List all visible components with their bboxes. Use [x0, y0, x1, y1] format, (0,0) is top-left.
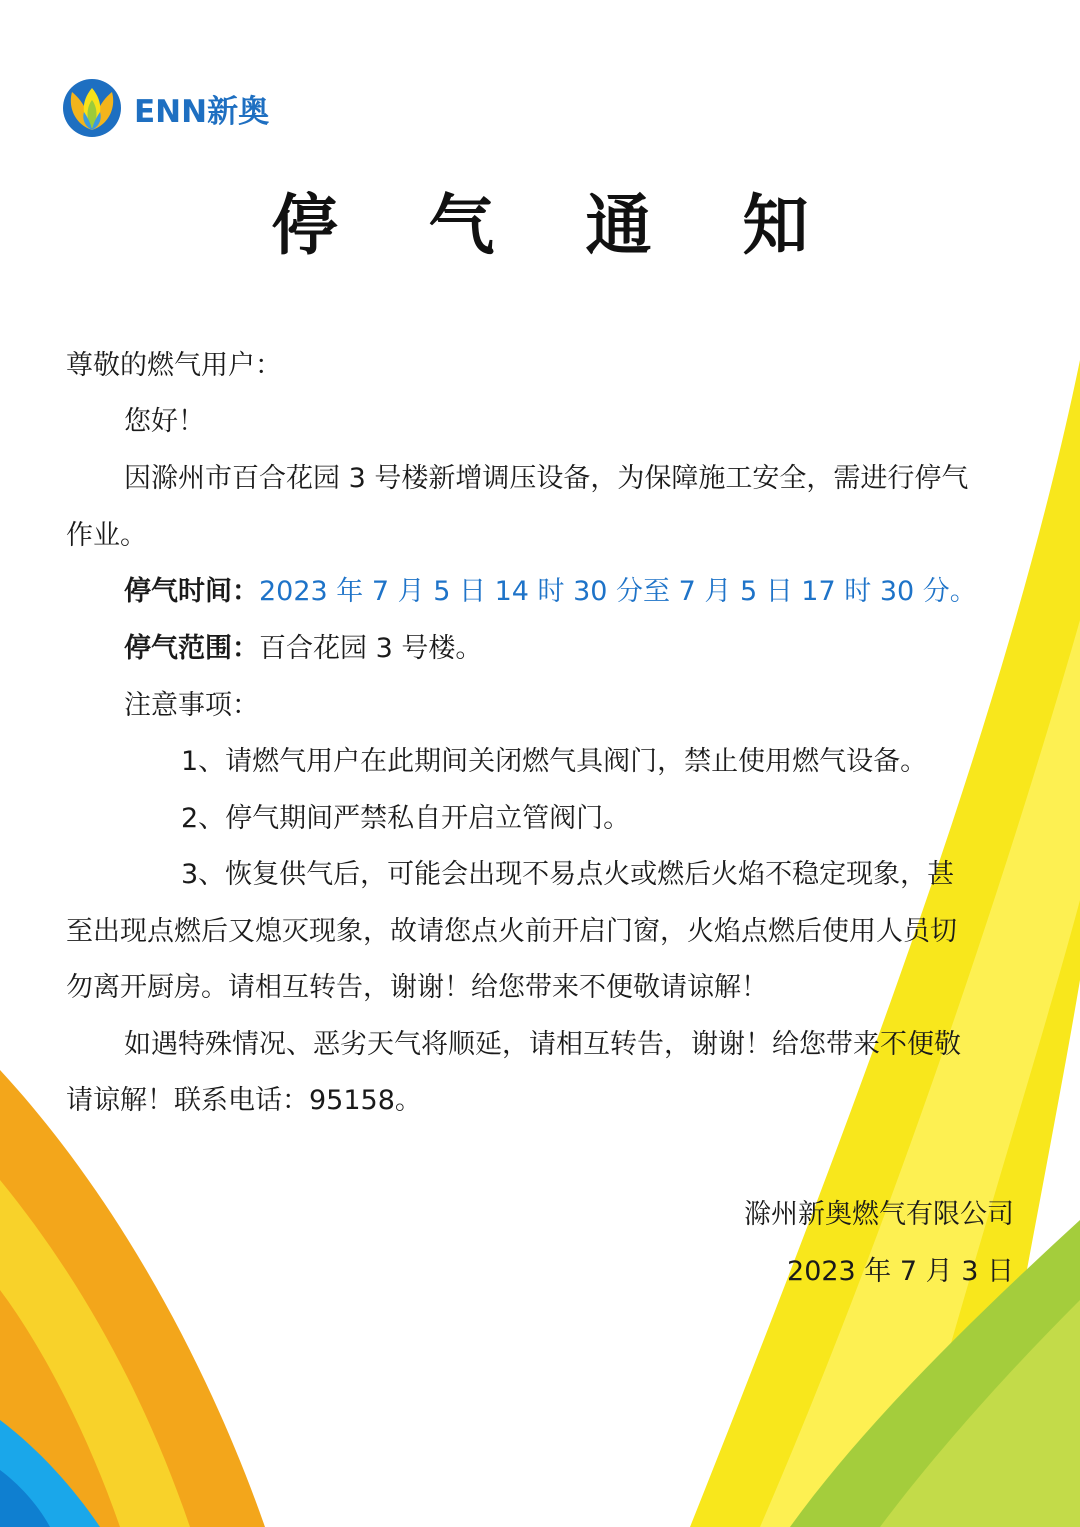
salutation: 尊敬的燃气用户： — [66, 350, 282, 381]
note-1: 1、请燃气用户在此期间关闭燃气具阀门，禁止使用燃气设备。 — [181, 746, 928, 777]
note-3-line-2: 至出现点燃后又熄灭现象，故请您点火前开启门窗，火焰点燃后使用人员切 — [66, 916, 957, 947]
outage-time — [124, 576, 977, 608]
notes-label: 注意事项： — [124, 690, 259, 721]
notice-title: 停 气 通 知 — [271, 187, 843, 264]
closing-line-1: 如遇特殊情况、恶劣天气将顺延，请相互转告，谢谢！给您带来不便敬 — [124, 1029, 961, 1060]
reason-line-1: 因滁州市百合花园 3 号楼新增调压设备，为保障施工安全，需进行停气 — [124, 463, 969, 494]
note-2: 2、停气期间严禁私自开启立管阀门。 — [181, 803, 631, 834]
outage-range-label: 停气范围： — [124, 633, 259, 664]
enn-flower-logo-icon — [62, 78, 122, 138]
brand-name: ENN新奥 — [134, 93, 270, 130]
note-3-line-1: 3、恢复供气后，可能会出现不易点火或燃后火焰不稳定现象，甚 — [181, 859, 955, 890]
outage-time-label: 停气时间： — [124, 576, 259, 607]
signature-date: 2023 年 7 月 3 日 — [787, 1256, 1014, 1287]
note-3-line-3: 勿离开厨房。请相互转告，谢谢！给您带来不便敬请谅解！ — [66, 972, 768, 1003]
greeting: 您好！ — [124, 406, 205, 437]
outage-time-value: 2023 年 7 月 5 日 14 时 30 分至 7 月 5 日 17 时 30 分。 — [259, 576, 977, 607]
closing-line-2: 请谅解！联系电话：95158。 — [66, 1085, 422, 1116]
brand-logo — [62, 78, 269, 138]
outage-range — [124, 633, 482, 665]
outage-range-value: 百合花园 3 号楼。 — [259, 633, 483, 664]
reason-line-2: 作业。 — [66, 520, 147, 551]
signature-company: 滁州新奥燃气有限公司 — [744, 1199, 1014, 1230]
